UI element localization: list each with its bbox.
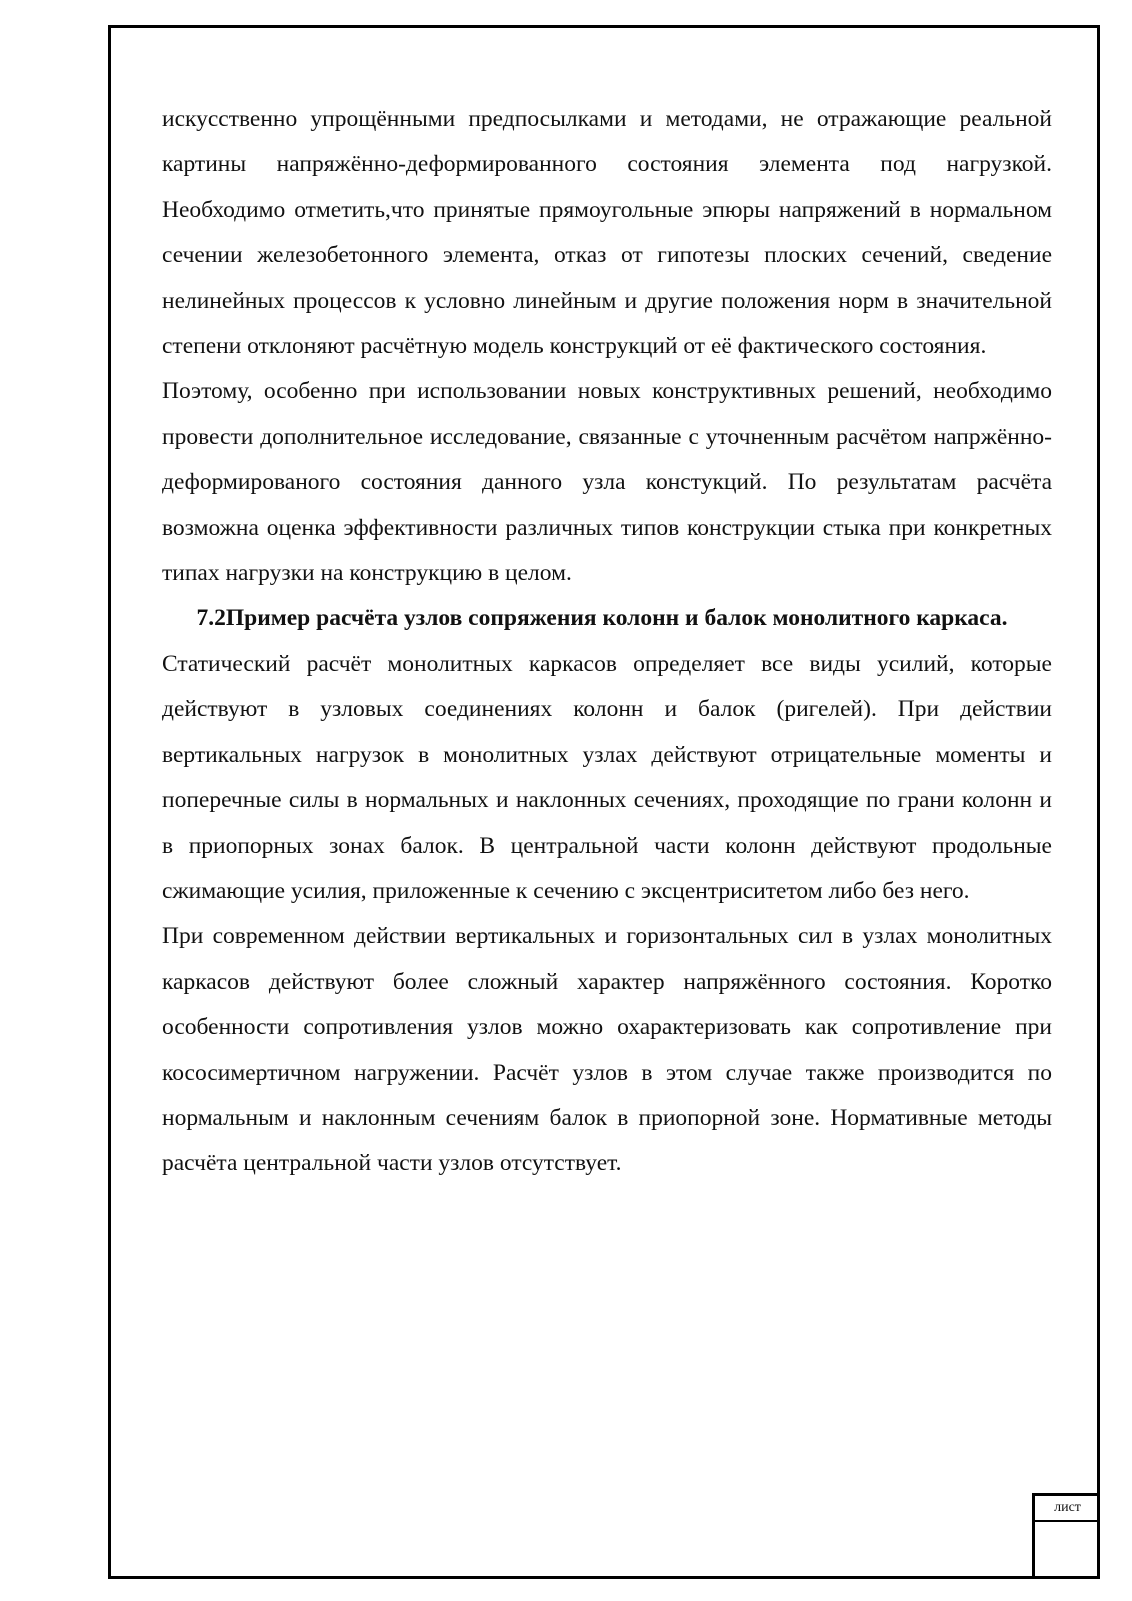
sheet-label: лист bbox=[1035, 1496, 1100, 1522]
paragraph: При современном действии вертикальных и горизонтальных сил в узлах монолитных каркасов действуют более сложный характер напряжённого состояния. Коротко особенности сопротивления узлов можно охарактеризовать как сопротивление при кососимертичном нагружении. Расчёт узлов в этом случае также производится по нормальным и наклонным сечениям балок в приопорной зоне. Нормативные методы расчёта центральной части узлов отсутствует. bbox=[162, 923, 1052, 1177]
paragraph: Поэтому, особенно при использовании новых конструктивных решений, необходимо провести дополнительное исследование, связанные с уточненным расчётом напржённо-деформированого состояния данного узла констукций. По результатам расчёта возможна оценка эффективности различных типов конструкции стыка при конкретных типах нагрузки на конструкцию в целом. bbox=[162, 378, 1052, 587]
section-heading: 7.2Пример расчёта узлов сопряжения колонн и балок монолитного каркаса. bbox=[196, 605, 1008, 632]
sheet-number-stamp bbox=[1032, 1493, 1100, 1579]
paragraph: Статический расчёт монолитных каркасов определяет все виды усилий, которые действуют в узловых соединениях колонн и балок (ригелей). При действии вертикальных нагрузок в монолитных узлах действуют отрицательные моменты и поперечные силы в нормальных и наклонных сечениях, проходящие по грани колонн и в приопорных зонах балок. В центральной части колонн действуют продольные сжимающие усилия, приложенные к сечению с эксцентриситетом либо без него. bbox=[162, 650, 1052, 904]
paragraph: искусственно упрощёнными предпосылками и методами, не отражающие реальной картины напряжённо-деформированного состояния элемента под нагрузкой. Необходимо отметить,что принятые прямоугольные эпюры напряжений в нормальном сечении железобетонного элемента, отказ от гипотезы плоских сечений, сведение нелинейных процессов к условно линейным и другие положения норм в значительной степени отклоняют расчётную модель конструкций от её фактического состояния. bbox=[162, 106, 1052, 360]
page-content bbox=[162, 97, 1052, 1187]
